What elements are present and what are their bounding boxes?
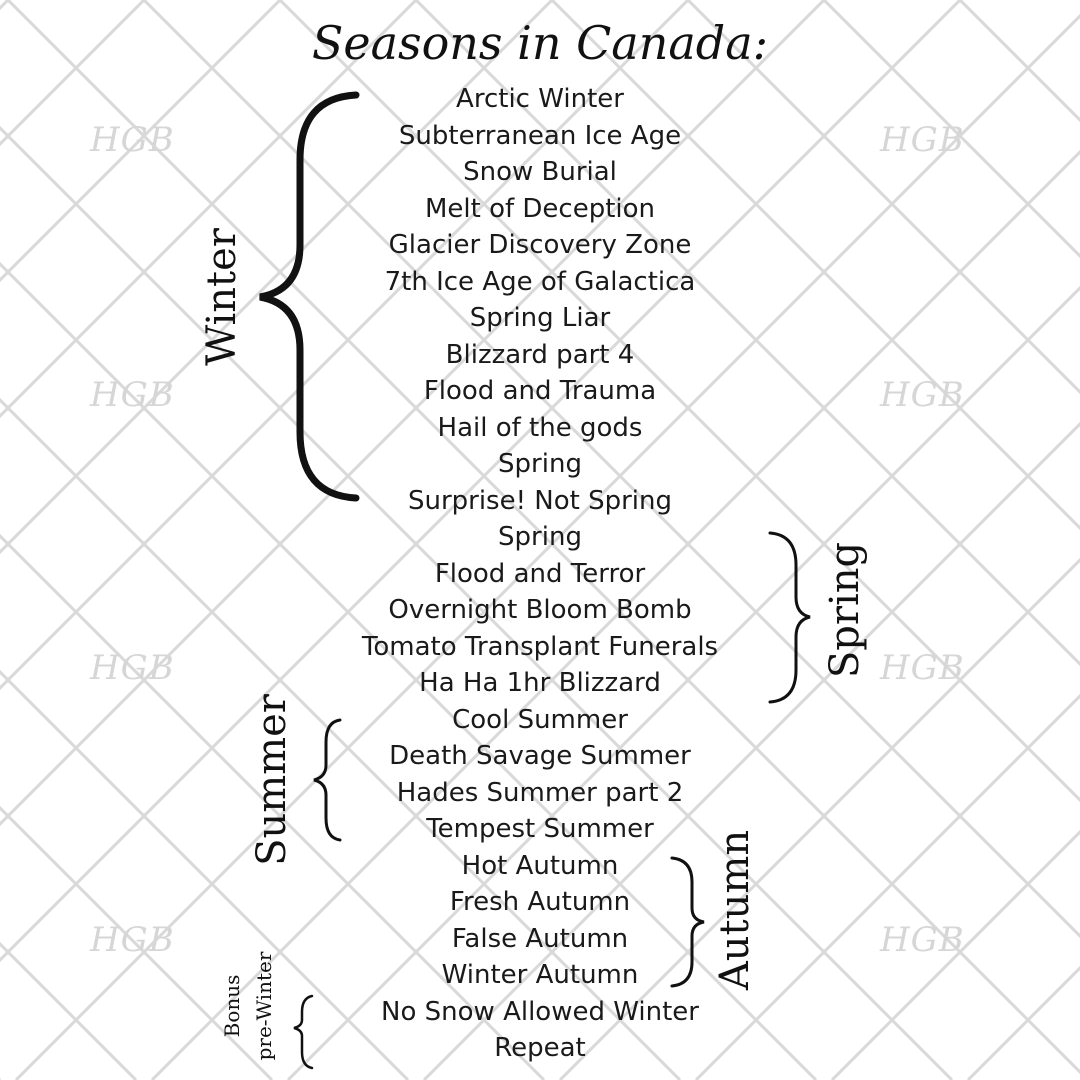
season-item: Blizzard part 4: [445, 340, 635, 370]
page-title: Seasons in Canada:: [311, 16, 769, 70]
season-item: Winter Autumn: [441, 960, 639, 990]
season-item: No Snow Allowed Winter: [381, 997, 699, 1027]
group-label-winter: Winter: [199, 228, 245, 366]
season-item: Hades Summer part 2: [396, 778, 684, 808]
group-label-bonus: Bonus: [220, 974, 244, 1038]
season-item: Surprise! Not Spring: [407, 486, 673, 516]
watermark-logo: HGB: [90, 648, 175, 688]
watermark-logo: HGB: [90, 375, 175, 415]
season-item: Snow Burial: [463, 157, 617, 187]
season-item: Tomato Transplant Funerals: [361, 632, 719, 662]
season-item: Hail of the gods: [437, 413, 643, 443]
group-label-autumn: Autumn: [712, 829, 758, 991]
group-label-pre-winter: pre-Winter: [252, 951, 276, 1061]
season-item: Cool Summer: [452, 705, 628, 735]
season-item: Arctic Winter: [456, 84, 624, 114]
watermark-logo: HGB: [880, 648, 965, 688]
season-item: Overnight Bloom Bomb: [388, 595, 692, 625]
watermark-logo: HGB: [880, 375, 965, 415]
season-item: Fresh Autumn: [449, 887, 631, 917]
watermark-logo: HGB: [90, 120, 175, 160]
season-item: Tempest Summer: [426, 814, 654, 844]
watermark-logo: HGB: [90, 920, 175, 960]
group-label-summer: Summer: [249, 694, 295, 866]
watermark-logo: HGB: [880, 920, 965, 960]
season-item: 7th Ice Age of Galactica: [384, 267, 696, 297]
season-item: Repeat: [494, 1033, 586, 1063]
season-item: Spring: [498, 449, 582, 479]
season-item: Flood and Trauma: [423, 376, 657, 406]
season-item: Subterranean Ice Age: [398, 121, 682, 151]
season-item: Hot Autumn: [461, 851, 619, 881]
group-label-spring: Spring: [822, 541, 868, 679]
season-item: False Autumn: [451, 924, 629, 954]
season-item: Death Savage Summer: [389, 741, 691, 771]
watermark-logo: HGB: [880, 120, 965, 160]
season-item: Spring: [498, 522, 582, 552]
season-item: Glacier Discovery Zone: [388, 230, 692, 260]
season-item: Spring Liar: [469, 303, 611, 333]
season-item: Melt of Deception: [424, 194, 656, 224]
season-item: Flood and Terror: [434, 559, 646, 589]
season-item: Ha Ha 1hr Blizzard: [419, 668, 661, 698]
